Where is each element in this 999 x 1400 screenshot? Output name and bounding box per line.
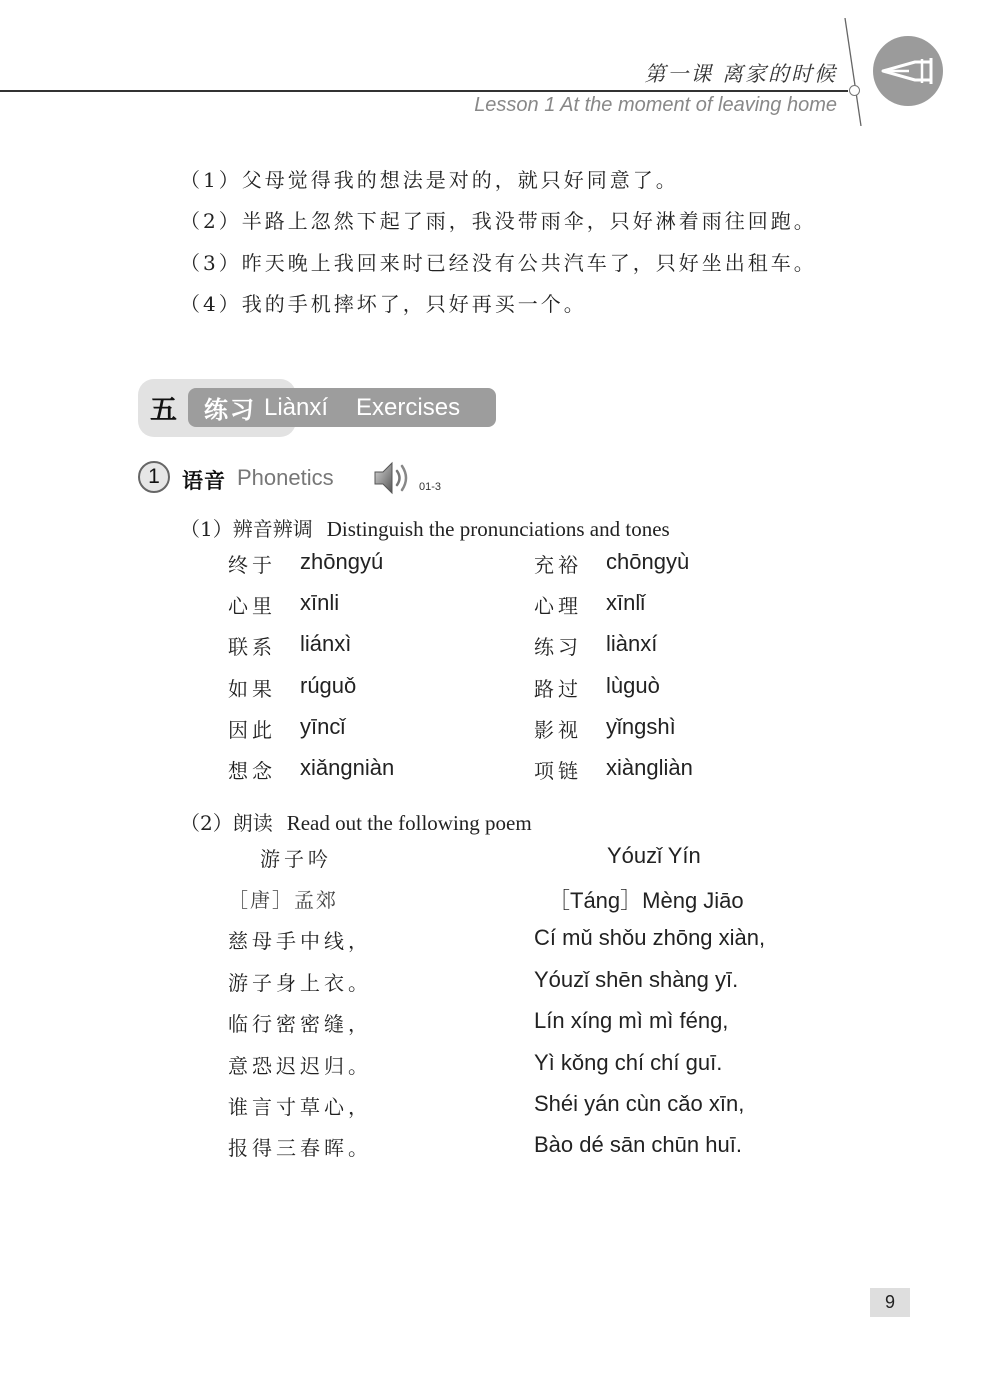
word-right-zh: 项链 — [534, 759, 582, 783]
example-sentence: （1）父母觉得我的想法是对的，就只好同意了。 — [180, 168, 679, 192]
word-left-pinyin: rúguǒ — [300, 673, 357, 698]
part2-heading — [180, 807, 532, 836]
poem-line-zh: 临行密密缝， — [228, 1012, 372, 1036]
word-right-zh: 路过 — [534, 677, 582, 701]
word-right-zh: 影视 — [534, 718, 582, 742]
poem-line-zh: 意恐迟迟归。 — [228, 1054, 372, 1078]
word-right-pinyin: yǐngshì — [606, 714, 676, 739]
page-number: 9 — [870, 1288, 910, 1317]
poem-line-pinyin: Yóuzǐ shēn shàng yī. — [534, 967, 739, 992]
subsection-title-en: Phonetics — [237, 465, 334, 490]
word-right-pinyin: lùguò — [606, 673, 660, 698]
section-title-pinyin: Liànxí — [264, 393, 329, 421]
chapter-title-zh: 第一课 离家的时候 — [644, 62, 837, 86]
word-left-pinyin: liánxì — [300, 631, 352, 656]
word-right-zh: 练习 — [534, 635, 582, 659]
poem-author-zh: ［唐］孟郊 — [228, 888, 338, 912]
subsection-number: 1 — [138, 461, 170, 493]
word-right-pinyin: xiàngliàn — [606, 755, 693, 780]
chapter-title-en: Lesson 1 At the moment of leaving home — [474, 94, 837, 116]
poem-line-zh: 报得三春晖。 — [228, 1136, 372, 1160]
poem-line-pinyin: Bào dé sān chūn huī. — [534, 1132, 742, 1157]
section-number: 五 — [150, 395, 177, 426]
example-sentence: （3）昨天晚上我回来时已经没有公共汽车了，只好坐出租车。 — [180, 251, 817, 275]
word-left-zh: 心里 — [228, 594, 276, 618]
example-sentence: （2）半路上忽然下起了雨，我没带雨伞，只好淋着雨往回跑。 — [180, 209, 817, 233]
word-left-pinyin: xiǎngniàn — [300, 755, 395, 780]
poem-line-pinyin: Yì kǒng chí chí guī. — [534, 1050, 723, 1075]
example-sentence: （4）我的手机摔坏了，只好再买一个。 — [180, 292, 587, 316]
word-right-pinyin: chōngyù — [606, 549, 690, 574]
part1-label-zh: （1）辨音辨调 — [180, 517, 313, 541]
poem-line-zh: 慈母手中线， — [228, 929, 372, 953]
part1-label-en: Distinguish the pronunciations and tones — [326, 517, 670, 541]
word-left-zh: 终于 — [228, 553, 276, 577]
word-left-zh: 如果 — [228, 677, 276, 701]
section-title-zh: 练习 — [204, 396, 256, 424]
word-right-pinyin: liànxí — [606, 631, 658, 656]
poem-title-zh: 游子吟 — [260, 847, 332, 871]
poem-line-zh: 游子身上衣。 — [228, 971, 372, 995]
word-left-zh: 联系 — [228, 635, 276, 659]
section-title-en: Exercises — [356, 393, 461, 421]
word-right-zh: 充裕 — [534, 553, 582, 577]
poem-line-pinyin: Lín xíng mì mì féng, — [534, 1008, 729, 1033]
word-left-zh: 因此 — [228, 718, 276, 742]
subsection-title-zh: 语音 — [182, 469, 226, 493]
poem-line-pinyin: Shéi yán cùn cǎo xīn, — [534, 1091, 745, 1116]
word-right-pinyin: xīnlǐ — [606, 590, 646, 615]
poem-line-zh: 谁言寸草心， — [228, 1095, 372, 1119]
section-title — [188, 388, 496, 427]
part2-label-en: Read out the following poem — [286, 811, 532, 835]
header-rule — [0, 90, 848, 92]
header-divider — [833, 18, 875, 126]
audio-track-number: 01-3 — [419, 481, 442, 493]
poem-line-pinyin: Cí mǔ shǒu zhōng xiàn, — [534, 925, 766, 950]
speaker-icon[interactable] — [372, 460, 416, 496]
word-left-pinyin: zhōngyú — [300, 549, 384, 574]
poem-author-pinyin: ［Táng］Mèng Jiāo — [548, 888, 744, 913]
header-ornament — [849, 85, 860, 96]
word-left-pinyin: xīnli — [300, 590, 340, 615]
word-left-pinyin: yīncǐ — [300, 714, 346, 739]
poem-title-pinyin: Yóuzǐ Yín — [607, 843, 701, 868]
part1-heading — [180, 513, 670, 542]
word-right-zh: 心理 — [534, 594, 582, 618]
word-left-zh: 想念 — [228, 759, 276, 783]
pen-nib-icon — [873, 36, 943, 106]
part2-label-zh: （2）朗读 — [180, 811, 273, 835]
